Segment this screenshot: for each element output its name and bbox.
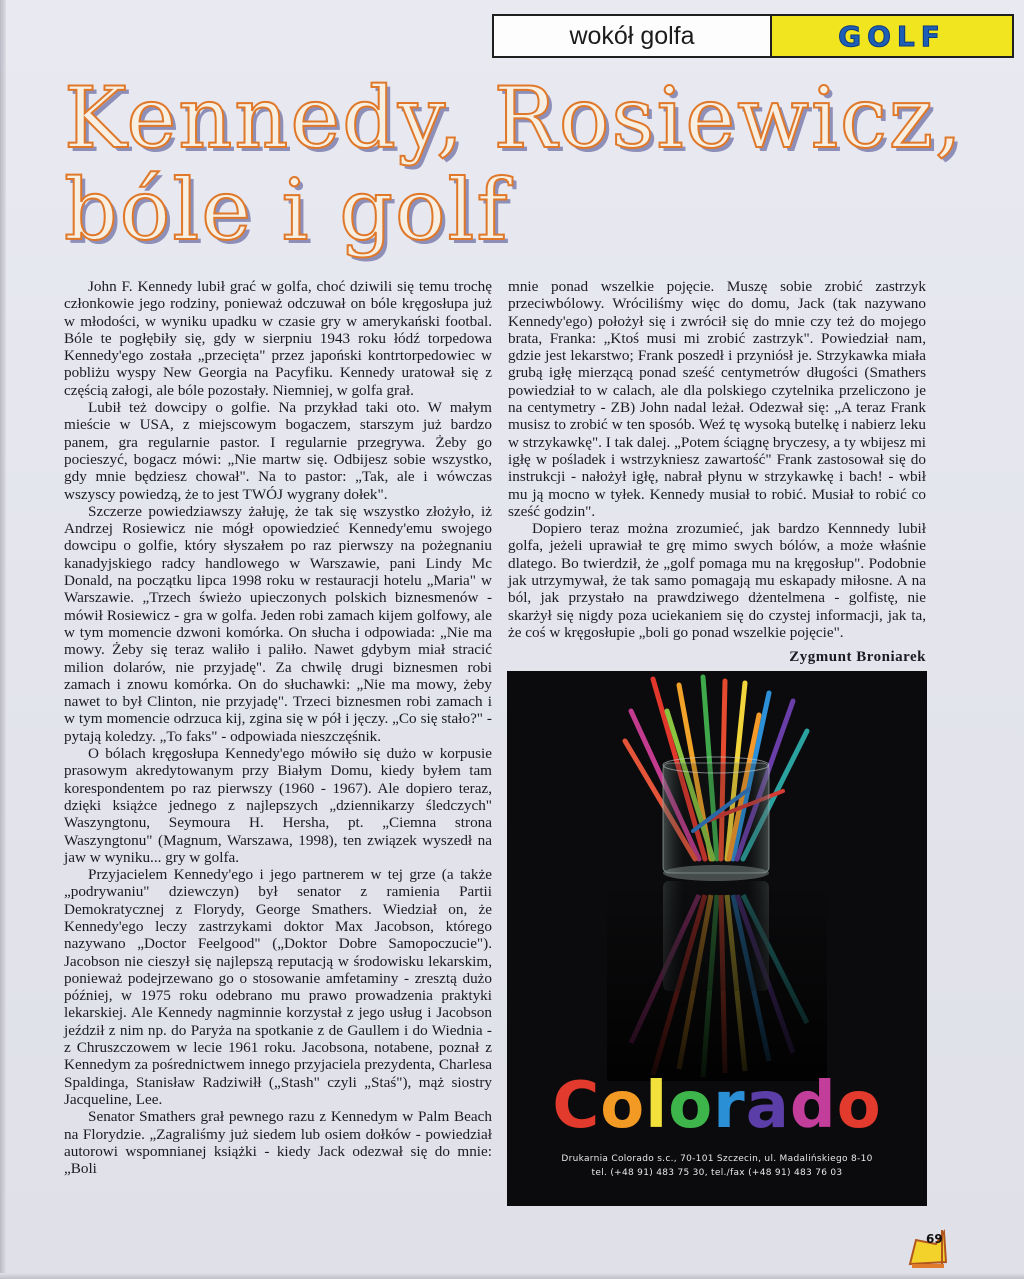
logo-letter: d xyxy=(789,1069,837,1143)
logo-letter: o xyxy=(836,1069,882,1143)
logo-letter: l xyxy=(645,1069,669,1143)
logo-letter: o xyxy=(668,1069,714,1143)
title-line-2: bóle i golf xyxy=(64,161,510,259)
page-number-badge xyxy=(906,1226,950,1270)
section-label: wokół golfa xyxy=(494,16,770,56)
logo-letter: o xyxy=(600,1069,646,1143)
colorado-logo xyxy=(507,1069,927,1143)
page-number: 69 xyxy=(926,1232,943,1246)
glass-shape xyxy=(663,763,769,873)
article-paragraph: Szczerze powiedziawszy żałuję, że tak się wszystko złożyło, iż Andrzej Rosiewicz nie mógł opowiedzieć Kennedy'emu swojego dowcipu o golfie, który słyszałem po raz pierwszy na pożegnaniu kanadyjskiego radcy handlowego w Warszawie, pani Lindy Mc Donald, na początku lipca 1998 roku w restauracji hotelu „Maria" w Warszawie. „Trzech świeżo upieczonych polskich biznesmenów - mówił Rosiewicz - gra w golfa. Jeden robi zamach kijem golfowy, ale w tym momencie dzwoni komórka. On słucha i odpowiada: „Nie ma mowy. Żeby się teraz waliło i paliło. Nawet gdybym miał stracić milion dolarów, nie przyjadę". Za chwilę drugi biznesmen robi zamach i znowu komórka. On do słuchawki: „Nie ma mowy, żeby nawet to był Clinton, nie przyjadę". Trzeci biznesmen robi zamach i w tym momencie odrzuca kij, zgina się w pół i jęczy. „Co się stało?" - pytają koledzy. „To faks" - odpowiada nieszczęśnik. xyxy=(64,502,492,745)
article-paragraph: Senator Smathers grał pewnego razu z Kennedym w Palm Beach na Florydzie. „Zagraliśmy już siedem lub osiem dołków - powiedział autorowi wspomnianej książki - kiedy Jack odezwał się do mnie: „Boli xyxy=(64,1108,492,1178)
golf-logo-text: GOLF xyxy=(838,19,946,53)
article-paragraph: Dopiero teraz można zrozumieć, jak bardzo Kennnedy lubił golfa, jeżeli uprawiał te grę mimo swych bólów, a może właśnie dlatego. Bo twierdził, że „golf pomaga mu na kręgosłup". Podobnie jak utrzymywał, że tak samo pomagają mu eskapady miłosne. A na ból, jak przystało na prawdziwego dżentelmena - golfistę, nie skarżył się nigdy poza uciekaniem się do czystej informacji, jak ta, że coś w kręgosłupie „boli go ponad wszelkie pojęcie". xyxy=(508,520,926,641)
page-spine xyxy=(0,0,6,1279)
logo-letter: r xyxy=(713,1069,746,1143)
page-bottom-edge xyxy=(0,1273,1024,1279)
logo-letter: C xyxy=(552,1069,601,1143)
article-paragraph: mnie ponad wszelkie pojęcie. Muszę sobie zrobić zastrzyk przeciwbólowy. Wróciliśmy więc do domu, Jack (tak nazywano Kennedy'ego) położył się i zwrócił się do mnie czy też do mojego brata, Franka: „Ktoś musi mi zrobić zastrzyk". Powiedział nam, gdzie jest lekarstwo; Frank poszedł i przyniósł je. Strzykawka miała grubą igłę mierzącą ponad sześć centymetrów długości (Smathers powiedział to w calach, ale dla polskiego czytelnika przeliczono je na centymetry - ZB) John nadal leżał. Odezwał się: „A teraz Frank musisz to zrobić w ten sposób. Weź tę wysoką butelkę i nabierz leku w strzykawkę". I tak dalej. „Potem ściągnę bryczesy, a ty wbijesz mi igłę w pośladek i wstrzykniesz zawartość" Frank zastosował się do instrukcji - nałożył igłę, nabrał płynu w strzykawkę i bach! - wbił mu ją mocno w tyłek. Kennedy musiał to robić. Musiał to robić co sześć godzin". xyxy=(508,278,926,520)
article-column-left xyxy=(64,278,492,1177)
article-paragraph: O bólach kręgosłupa Kennedy'ego mówiło się dużo w korpusie prasowym akredytowanym przy Białym Domu, kiedy byłem tam korespondentem po raz pierwszy (1960 - 1967). Ale dopiero teraz, dzięki książce jednego z najlepszych „dziennikarzy śledczych" Waszyngtonu, Seymoura H. Hersha, pt. „Ciemna strona Waszyngtonu" (Magnum, Warszawa, 1998), ten związek wyszedł na jaw w wyniku... gry w golfa. xyxy=(64,745,492,866)
article-paragraph: John F. Kennedy lubił grać w golfa, choć dziwili się temu trochę członkowie jego rodziny, ponieważ odczuwał on bóle kręgosłupa już w młodości, w wyniku upadku w czasie gry w amerykański footbal. Bóle te pogłębiły się, gdy w sierpniu 1943 roku łódź torpedowa Kennedy'ego została „przecięta" przez japoński kontrtorpedowiec w pobliżu wyspy New Georgia na Pacyfiku. Kennedy uratował się z częścią załogi, ale bóle pozostały. Niemniej, w golfa grał. xyxy=(64,278,492,399)
golf-logo-box xyxy=(770,16,1012,56)
article-paragraph: Przyjacielem Kennedy'ego i jego partnerem w tej grze (a także „podrywaniu" dziewczyn) był senator z ramienia Partii Demokratycznej z Florydy, George Smathers. Wiedział on, że Kennedy'ego leczy zastrzykami doktor Max Jacobson, którego nazywano „Doctor Feelgood" („Doktor Dobre Samopoczucie"). Jacobson nie cieszył się najlepszą reputacją w środowisku lekarskim, ponieważ podejrzewano go o stosowanie amfetaminy - zresztą dużo później, w 1975 roku odebrano mu prawo prowadzenia praktyki lekarskiej. Ale Kennedy nagminnie korzystał z jego usług i Jacobson jeździł z nim np. do Paryża na spotkanie z de Gaullem i do Wiednia - z Chruszczowem w lecie 1961 roku. Jacobsona, notabene, poznał z Kennedym za pośrednictwem innego przyjaciela prezydenta, Charlesa Spaldinga, Stanisław Radziwiłł („Stash" czyli „Staś"), mąż siostry Jacqueline, Lee. xyxy=(64,866,492,1108)
article-title xyxy=(64,69,964,259)
article-column-right xyxy=(508,278,926,667)
ad-address: Drukarnia Colorado s.c., 70-101 Szczecin, ul. Madalińskiego 8-10 xyxy=(561,1154,873,1164)
logo-letter: a xyxy=(745,1069,790,1143)
ad-phone: tel. (+48 91) 483 75 30, tel./fax (+48 91) 483 76 03 xyxy=(591,1168,843,1178)
article-author: Zygmunt Broniarek xyxy=(789,649,926,666)
title-line-1: Kennedy, Rosiewicz, xyxy=(64,69,964,167)
section-header xyxy=(492,14,1014,58)
colorado-advertisement[interactable] xyxy=(507,671,927,1206)
article-paragraph: Lubił też dowcipy o golfie. Na przykład taki oto. W małym mieście w USA, z miejscowym bogaczem, starszym już bardzo panem, gra regularnie pastor. I regularnie przegrywa. Żeby go pocieszyć, bogacz mówi: „Nie martw się. Odbijesz sobie wszystko, gdy mnie będziesz chował". Na to pastor: „Tak, ale i wówczas wszyscy powiedzą, że to jest TWÓJ wygrany dołek". xyxy=(64,399,492,503)
